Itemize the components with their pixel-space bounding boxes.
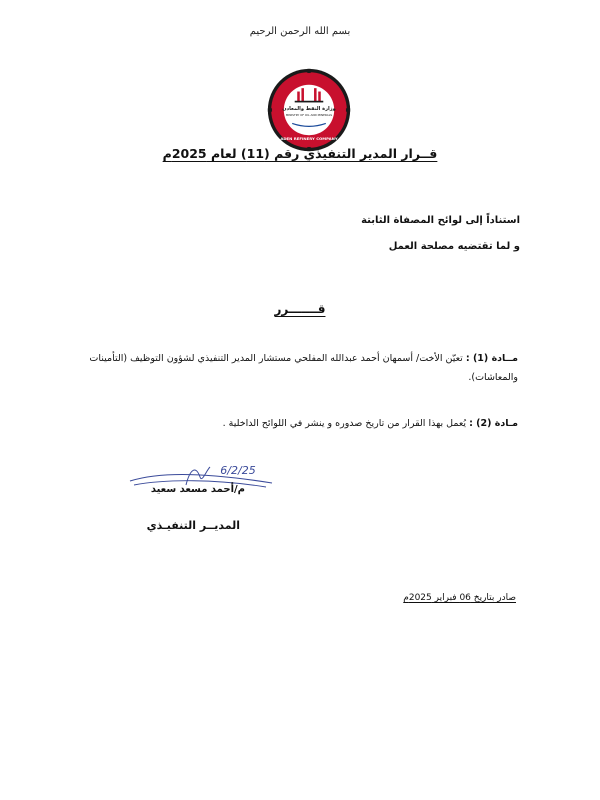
decision-heading: قـــــــرر [274,302,326,316]
article-1-text: تعيّن الأخت/ أسمهان أحمد عبدالله المفلحي مستشار المدير التنفيذي لشؤون التوظيف (التأمينات والمعاشات). [89,353,518,383]
seal-ring-text: ADEN REFINERY COMPANY [280,136,338,142]
article-1 [78,349,518,387]
basmala: بسم الله الرحمن الرحيم [249,26,351,37]
company-seal-logo [267,68,351,152]
seal-english-name: MINISTRY OF OIL AND MINERALS [285,112,333,117]
preamble-line-1: استناداً إلى لوائح المصفاة الثابتة [361,215,520,226]
signer-name: م/أحمد مسعد سعيد [150,484,245,495]
article-2-label: مـادة (2) : [469,418,518,429]
issued-date: صادر بتاريخ 06 فبراير 2025م [403,593,516,603]
article-2 [78,414,518,433]
preamble-line-2: و لما تقتضيه مصلحة العمل [388,241,520,252]
article-2-text: يُعمل بهذا القرار من تاريخ صدوره و ينشر في اللوائح الداخلية . [222,418,467,429]
signature-date: 6/2/25 [220,464,256,477]
signer-title: المديــر التنفيـذي [146,519,240,532]
article-1-label: مــادة (1) : [465,353,518,364]
seal-arabic-name: وزارة النفط والمعادن [282,106,336,112]
decision-title: قــرار المدير التنفيذي رقم (11) لعام 2025م [162,146,438,161]
